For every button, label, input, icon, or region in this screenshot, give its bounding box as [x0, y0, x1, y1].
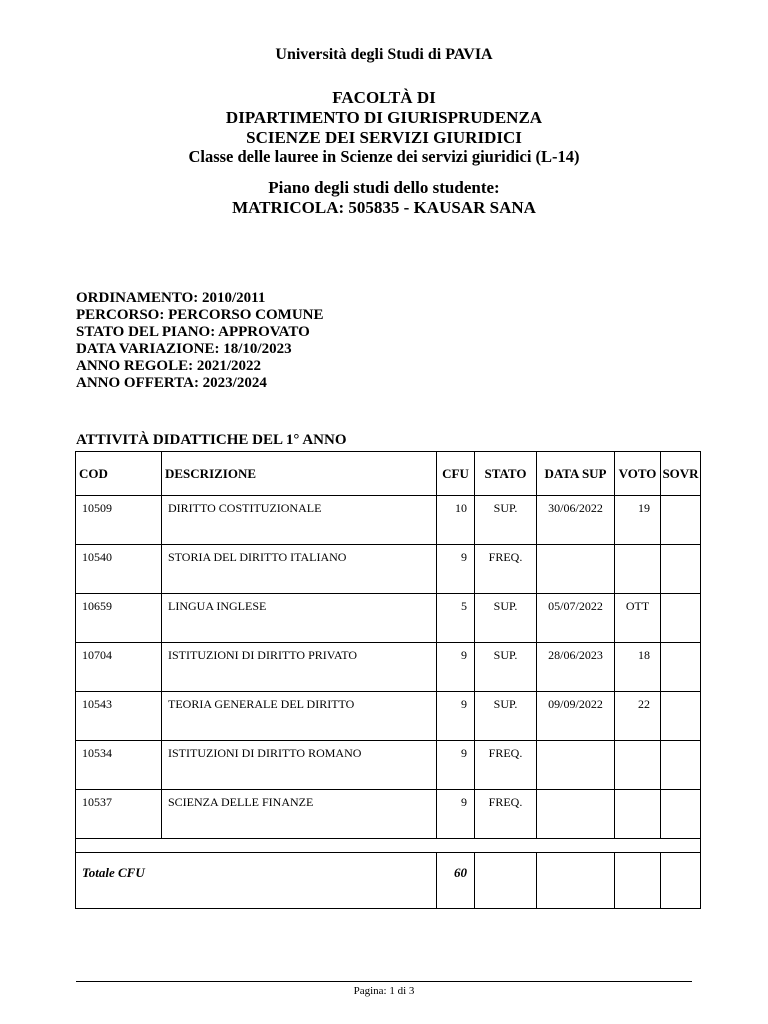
table-row — [76, 643, 701, 692]
table-row — [76, 496, 701, 545]
cell-stato: FREQ. — [475, 790, 537, 839]
university-title: Università degli Studi di PAVIA — [275, 46, 493, 63]
cell-sovr — [661, 790, 701, 839]
cell-stato: SUP. — [475, 496, 537, 545]
cell-data-sup — [537, 545, 615, 594]
total-empty-cell — [537, 853, 615, 909]
table-row — [76, 692, 701, 741]
cell-sovr — [661, 643, 701, 692]
total-empty-cell — [615, 853, 661, 909]
cell-descrizione: DIRITTO COSTITUZIONALE — [162, 496, 437, 545]
cell-voto — [615, 545, 661, 594]
table-spacer-row — [76, 839, 701, 853]
cell-cod: 10534 — [76, 741, 162, 790]
cell-cod: 10537 — [76, 790, 162, 839]
cell-descrizione: ISTITUZIONI DI DIRITTO ROMANO — [162, 741, 437, 790]
info-data-variazione: DATA VARIAZIONE: 18/10/2023 — [76, 341, 292, 357]
total-empty-cell — [661, 853, 701, 909]
page-number: Pagina: 1 di 3 — [353, 985, 415, 997]
cell-cod: 10659 — [76, 594, 162, 643]
cell-cod: 10543 — [76, 692, 162, 741]
cell-descrizione: ISTITUZIONI DI DIRITTO PRIVATO — [162, 643, 437, 692]
student-matricola: MATRICOLA: 505835 - KAUSAR SANA — [232, 198, 536, 217]
cell-descrizione: SCIENZA DELLE FINANZE — [162, 790, 437, 839]
course-name: SCIENZE DEI SERVIZI GIURIDICI — [246, 128, 522, 147]
info-percorso: PERCORSO: PERCORSO COMUNE — [76, 307, 324, 323]
info-anno-offerta: ANNO OFFERTA: 2023/2024 — [76, 375, 267, 391]
cell-voto — [615, 741, 661, 790]
cell-sovr — [661, 692, 701, 741]
cell-voto — [615, 790, 661, 839]
header-cod: COD — [76, 452, 162, 496]
plan-info — [76, 290, 324, 392]
cell-cfu: 5 — [437, 594, 475, 643]
cell-data-sup — [537, 790, 615, 839]
info-anno-regole: ANNO REGOLE: 2021/2022 — [76, 358, 262, 374]
cell-voto: 22 — [615, 692, 661, 741]
facolta-label: FACOLTÀ DI — [332, 88, 436, 107]
header-sovr: SOVR — [661, 452, 701, 496]
department-name: DIPARTIMENTO DI GIURISPRUDENZA — [225, 108, 543, 127]
cell-stato: SUP. — [475, 594, 537, 643]
cell-data-sup: 09/09/2022 — [537, 692, 615, 741]
cell-cod: 10704 — [76, 643, 162, 692]
cell-descrizione: STORIA DEL DIRITTO ITALIANO — [162, 545, 437, 594]
cell-cod: 10509 — [76, 496, 162, 545]
total-empty-cell — [475, 853, 537, 909]
cell-stato: SUP. — [475, 643, 537, 692]
cell-stato: SUP. — [475, 692, 537, 741]
cell-stato: FREQ. — [475, 741, 537, 790]
header-stato: STATO — [475, 452, 537, 496]
study-plan-title: Piano degli studi dello studente: — [268, 178, 500, 197]
table-total-row — [76, 853, 701, 909]
cell-cod: 10540 — [76, 545, 162, 594]
table-row — [76, 790, 701, 839]
table-row — [76, 594, 701, 643]
cell-data-sup: 05/07/2022 — [537, 594, 615, 643]
cell-sovr — [661, 545, 701, 594]
cell-sovr — [661, 496, 701, 545]
cell-sovr — [661, 594, 701, 643]
cell-cfu: 9 — [437, 545, 475, 594]
cell-descrizione: LINGUA INGLESE — [162, 594, 437, 643]
cell-sovr — [661, 741, 701, 790]
cell-voto: OTT — [615, 594, 661, 643]
header-descrizione: DESCRIZIONE — [162, 452, 437, 496]
cell-stato: FREQ. — [475, 545, 537, 594]
cell-cfu: 10 — [437, 496, 475, 545]
study-plan-heading — [0, 178, 768, 218]
info-ordinamento: ORDINAMENTO: 2010/2011 — [76, 290, 266, 306]
section-title: ATTIVITÀ DIDATTICHE DEL 1° ANNO — [76, 432, 347, 448]
footer-divider — [76, 981, 692, 982]
cell-voto: 18 — [615, 643, 661, 692]
cell-data-sup — [537, 741, 615, 790]
cell-voto: 19 — [615, 496, 661, 545]
cell-cfu: 9 — [437, 741, 475, 790]
total-label: Totale CFU — [76, 853, 437, 909]
table-row — [76, 741, 701, 790]
cell-data-sup: 30/06/2022 — [537, 496, 615, 545]
cell-cfu: 9 — [437, 790, 475, 839]
degree-class: Classe delle lauree in Scienze dei servizi giuridici (L-14) — [188, 147, 580, 166]
table-header-row — [76, 452, 701, 496]
table-row — [76, 545, 701, 594]
total-value: 60 — [437, 853, 475, 909]
spacer-cell — [76, 839, 701, 853]
header-data-sup: DATA SUP — [537, 452, 615, 496]
cell-data-sup: 28/06/2023 — [537, 643, 615, 692]
header-voto: VOTO — [615, 452, 661, 496]
cell-cfu: 9 — [437, 692, 475, 741]
cell-descrizione: TEORIA GENERALE DEL DIRITTO — [162, 692, 437, 741]
faculty-block — [0, 88, 768, 148]
study-plan-table — [75, 451, 701, 909]
info-stato-piano: STATO DEL PIANO: APPROVATO — [76, 324, 310, 340]
header-cfu: CFU — [437, 452, 475, 496]
cell-cfu: 9 — [437, 643, 475, 692]
